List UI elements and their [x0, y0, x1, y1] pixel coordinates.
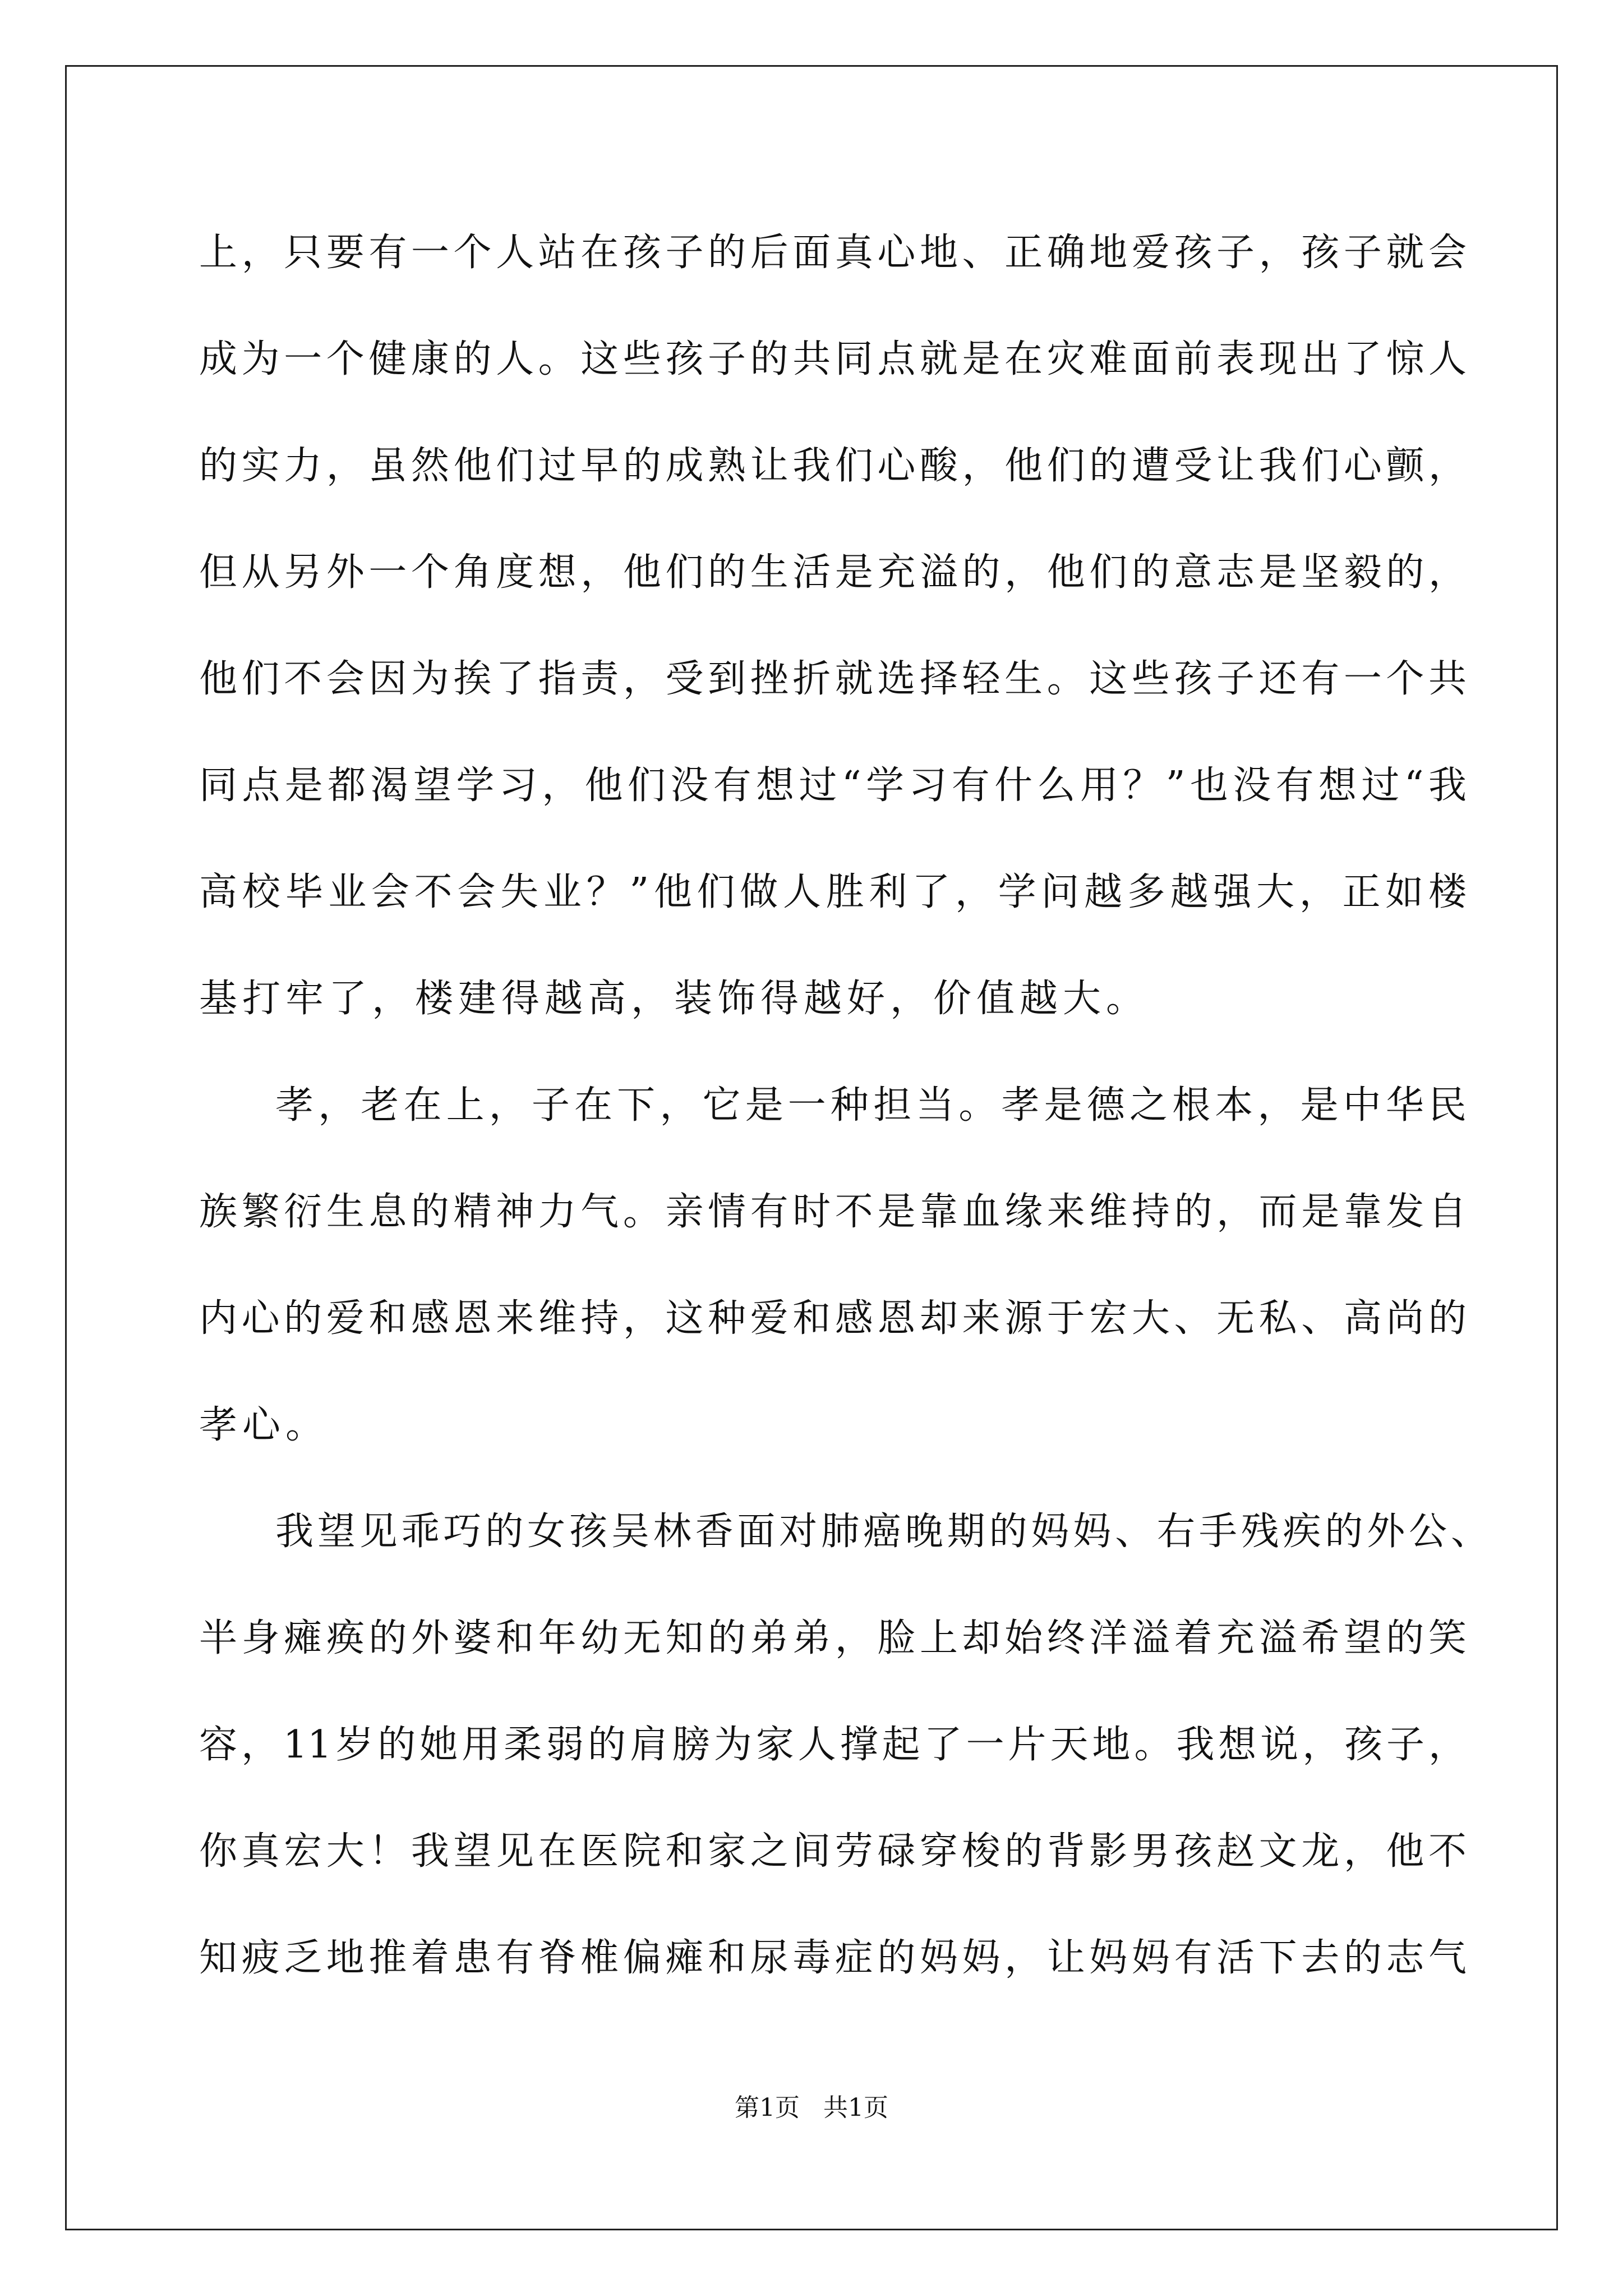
paragraph-line: 族繁衍生息的精神力气。亲情有时不是靠血缘来维持的，而是靠发自	[199, 1190, 1467, 1234]
page-total: 共1页	[823, 2093, 888, 2122]
paragraph-line: 内心的爱和感恩来维持，这种爱和感恩却来源于宏大、无私、高尚的	[199, 1296, 1467, 1341]
paragraph-first-line: 我望见乖巧的女孩吴林香面对肺癌晚期的妈妈、右手残疾的外公、	[275, 1510, 1489, 1554]
paragraph-line: 容，11岁的她用柔弱的肩膀为家人撑起了一片天地。我想说，孩子，	[199, 1723, 1467, 1767]
paragraph-line: 半身瘫痪的外婆和年幼无知的弟弟，脸上却始终洋溢着充溢希望的笑	[199, 1616, 1467, 1660]
paragraph-line: 他们不会因为挨了指责，受到挫折就选择轻生。这些孩子还有一个共	[199, 657, 1467, 701]
paragraph-line: 孝心。	[199, 1403, 329, 1447]
paragraph-line: 同点是都渴望学习，他们没有想过“学习有什么用？”也没有想过“我	[199, 763, 1467, 808]
paragraph-first-line: 孝，老在上，子在下，它是一种担当。孝是德之根本，是中华民	[275, 1083, 1467, 1128]
paragraph-line: 基打牢了，楼建得越高，装饰得越好，价值越大。	[199, 977, 1150, 1021]
paragraph-line: 上，只要有一个人站在孩子的后面真心地、正确地爱孩子，孩子就会	[199, 231, 1467, 275]
page-footer	[0, 2091, 1623, 2125]
paragraph-line: 高校毕业会不会失业？”他们做人胜利了，学问越多越强大，正如楼	[199, 870, 1467, 914]
page-number: 第1页	[735, 2093, 800, 2122]
paragraph-line: 成为一个健康的人。这些孩子的共同点就是在灾难面前表现出了惊人	[199, 337, 1467, 381]
paragraph-line: 但从另外一个角度想，他们的生活是充溢的，他们的意志是坚毅的，	[199, 550, 1467, 595]
paragraph-line: 知疲乏地推着患有脊椎偏瘫和尿毒症的妈妈，让妈妈有活下去的志气	[199, 1936, 1467, 1980]
paragraph-line: 你真宏大！我望见在医院和家之间劳碌穿梭的背影男孩赵文龙，他不	[199, 1829, 1467, 1874]
paragraph-line: 的实力，虽然他们过早的成熟让我们心酸，他们的遭受让我们心颤，	[199, 444, 1467, 488]
